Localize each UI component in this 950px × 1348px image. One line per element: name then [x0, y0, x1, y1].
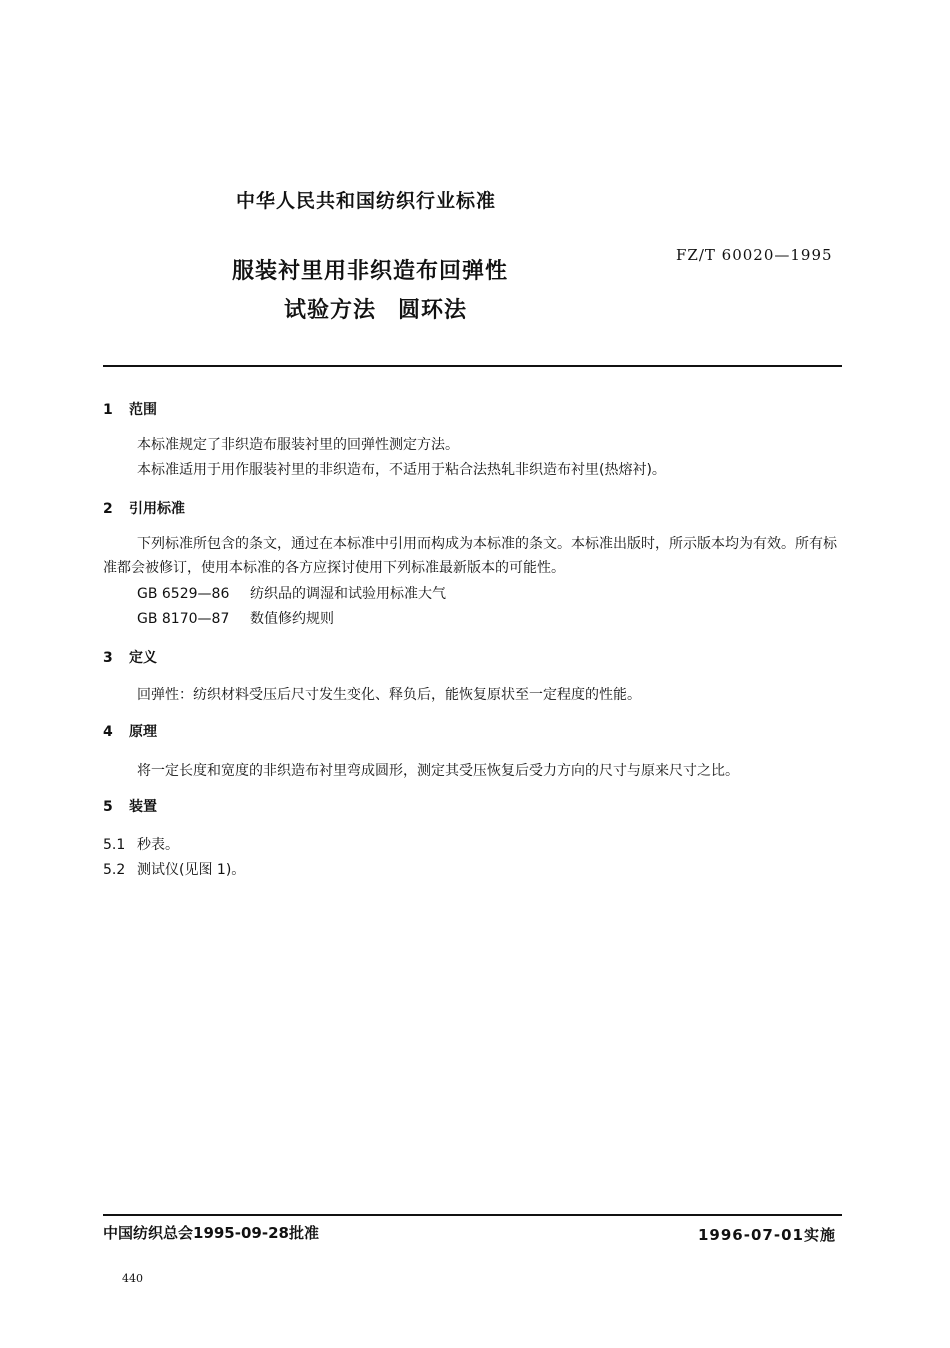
item-text: 测试仪(见图 1)。 [137, 862, 246, 878]
effective-date: 1996-07-01实施 [698, 1226, 836, 1244]
reference-item [137, 583, 446, 603]
reference-code: GB 8170—87 [137, 611, 230, 627]
page-number: 440 [122, 1272, 143, 1285]
section-1-heading [103, 399, 157, 419]
title-ring-method: 圆环法 [398, 298, 468, 323]
section-title: 装置 [129, 799, 157, 815]
document-title-line-2 [284, 293, 467, 324]
section-1-paragraph-1: 本标准规定了非织造布服装衬里的回弹性测定方法。 [137, 437, 459, 453]
list-item [103, 859, 245, 879]
section-title: 范围 [129, 402, 157, 418]
title-method: 试验方法 [284, 298, 377, 323]
section-number: 3 [103, 650, 113, 666]
section-title: 定义 [129, 650, 157, 666]
section-number: 2 [103, 501, 113, 517]
header-rule [103, 365, 842, 367]
item-number: 5.2 [103, 862, 126, 878]
issuing-authority: 中华人民共和国纺织行业标准 [236, 190, 497, 212]
item-text: 秒表。 [137, 837, 179, 853]
section-4-heading [103, 721, 157, 741]
standard-number: FZ/T 60020—1995 [676, 246, 833, 264]
section-number: 5 [103, 799, 113, 815]
reference-name: 数值修约规则 [250, 611, 334, 627]
item-number: 5.1 [103, 837, 126, 853]
approval-date: 中国纺织总会1995-09-28批准 [103, 1224, 319, 1242]
section-5-heading [103, 796, 157, 816]
reference-item [137, 608, 334, 628]
section-3-heading [103, 647, 157, 667]
footer-rule [103, 1214, 842, 1216]
section-title: 原理 [129, 724, 157, 740]
section-2-paragraph: 下列标准所包含的条文，通过在本标准中引用而构成为本标准的条文。本标准出版时，所示版本均为有效。所有标准都会被修订，使用本标准的各方应探讨使用下列标准最新版本的可能性。 [103, 536, 837, 576]
reference-code: GB 6529—86 [137, 586, 230, 602]
document-title-line-1: 服装衬里用非织造布回弹性 [232, 259, 509, 284]
section-4-paragraph: 将一定长度和宽度的非织造布衬里弯成圆形，测定其受压恢复后受力方向的尺寸与原来尺寸之比。 [137, 763, 739, 779]
section-number: 4 [103, 724, 113, 740]
section-title: 引用标准 [129, 501, 185, 517]
section-1-paragraph-2: 本标准适用于用作服装衬里的非织造布，不适用于粘合法热轧非织造布衬里(热熔衬)。 [137, 462, 666, 478]
section-3-paragraph: 回弹性：纺织材料受压后尺寸发生变化、释负后，能恢复原状至一定程度的性能。 [137, 687, 641, 703]
list-item [103, 834, 179, 854]
section-2-heading [103, 498, 185, 518]
section-number: 1 [103, 402, 113, 418]
reference-name: 纺织品的调湿和试验用标准大气 [250, 586, 446, 602]
